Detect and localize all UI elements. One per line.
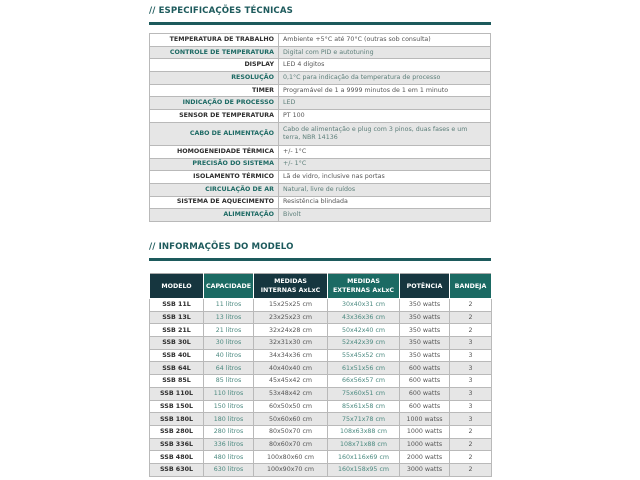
cell-medidas-externas: 43x36x36 cm xyxy=(328,311,400,324)
spec-row xyxy=(150,145,491,158)
cell-modelo: SSB 30L xyxy=(150,337,204,350)
spec-label: INDICAÇÃO DE PROCESSO xyxy=(150,97,279,110)
model-row xyxy=(150,362,492,375)
cell-bandeja: 2 xyxy=(450,324,492,337)
spec-row xyxy=(150,171,491,184)
header-potencia: POTÊNCIA xyxy=(400,274,450,299)
cell-capacidade: 150 litros xyxy=(204,400,254,413)
spec-label: DISPLAY xyxy=(150,59,279,72)
cell-medidas-internas: 15x25x25 cm xyxy=(254,299,328,312)
specs-title-rule xyxy=(149,22,491,25)
model-title: // INFORMAÇÕES DO MODELO xyxy=(149,242,294,252)
header-medidas-externas: MEDIDAS EXTERNAS AxLxC xyxy=(328,274,400,299)
cell-modelo: SSB 180L xyxy=(150,413,204,426)
cell-bandeja: 2 xyxy=(450,299,492,312)
cell-medidas-internas: 32x24x28 cm xyxy=(254,324,328,337)
spec-row xyxy=(150,183,491,196)
spec-value: Digital com PID e autotuning xyxy=(279,46,491,59)
cell-potencia: 1000 watts xyxy=(400,438,450,451)
cell-modelo: SSB 11L xyxy=(150,299,204,312)
spec-label: HOMOGENEIDADE TÉRMICA xyxy=(150,145,279,158)
cell-potencia: 600 watts xyxy=(400,400,450,413)
spec-value: Programável de 1 a 9999 minutos de 1 em 1 minuto xyxy=(279,84,491,97)
cell-capacidade: 85 litros xyxy=(204,375,254,388)
cell-modelo: SSB 85L xyxy=(150,375,204,388)
cell-bandeja: 2 xyxy=(450,463,492,476)
spec-row xyxy=(150,84,491,97)
spec-row xyxy=(150,59,491,72)
spec-label: CIRCULAÇÃO DE AR xyxy=(150,183,279,196)
spec-value: +/- 1°C xyxy=(279,158,491,171)
model-row xyxy=(150,451,492,464)
spec-value: Resistência blindada xyxy=(279,196,491,209)
spec-label: SISTEMA DE AQUECIMENTO xyxy=(150,196,279,209)
cell-potencia: 350 watts xyxy=(400,349,450,362)
spec-label: ISOLAMENTO TÉRMICO xyxy=(150,171,279,184)
spec-row xyxy=(150,209,491,222)
cell-capacidade: 180 litros xyxy=(204,413,254,426)
spec-value: Cabo de alimentação e plug com 3 pinos, duas fases e um terra, NBR 14136 xyxy=(279,122,491,145)
cell-capacidade: 480 litros xyxy=(204,451,254,464)
cell-bandeja: 3 xyxy=(450,400,492,413)
cell-potencia: 600 watts xyxy=(400,387,450,400)
spec-value: LED 4 dígitos xyxy=(279,59,491,72)
cell-medidas-externas: 75x60x51 cm xyxy=(328,387,400,400)
spec-value: Natural, livre de ruídos xyxy=(279,183,491,196)
cell-bandeja: 3 xyxy=(450,337,492,350)
cell-capacidade: 630 litros xyxy=(204,463,254,476)
cell-modelo: SSB 64L xyxy=(150,362,204,375)
spec-value: Bivolt xyxy=(279,209,491,222)
cell-modelo: SSB 630L xyxy=(150,463,204,476)
cell-modelo: SSB 13L xyxy=(150,311,204,324)
cell-modelo: SSB 336L xyxy=(150,438,204,451)
cell-bandeja: 3 xyxy=(450,413,492,426)
cell-capacidade: 40 litros xyxy=(204,349,254,362)
spec-label: TEMPERATURA DE TRABALHO xyxy=(150,34,279,47)
model-row xyxy=(150,349,492,362)
cell-medidas-externas: 30x40x31 cm xyxy=(328,299,400,312)
cell-medidas-externas: 61x51x56 cm xyxy=(328,362,400,375)
cell-capacidade: 110 litros xyxy=(204,387,254,400)
spec-row xyxy=(150,122,491,145)
model-section xyxy=(149,240,491,477)
cell-capacidade: 21 litros xyxy=(204,324,254,337)
cell-capacidade: 11 litros xyxy=(204,299,254,312)
specs-table xyxy=(149,33,491,222)
cell-capacidade: 336 litros xyxy=(204,438,254,451)
cell-medidas-internas: 45x45x42 cm xyxy=(254,375,328,388)
cell-potencia: 350 watts xyxy=(400,337,450,350)
spec-row xyxy=(150,158,491,171)
model-row xyxy=(150,463,492,476)
cell-medidas-externas: 108x63x88 cm xyxy=(328,425,400,438)
cell-medidas-internas: 53x48x42 cm xyxy=(254,387,328,400)
cell-medidas-externas: 108x71x88 cm xyxy=(328,438,400,451)
cell-modelo: SSB 40L xyxy=(150,349,204,362)
spec-value: Lã de vidro, inclusive nas portas xyxy=(279,171,491,184)
spec-value: 0,1°C para indicação da temperatura de processo xyxy=(279,72,491,85)
spec-row xyxy=(150,46,491,59)
cell-modelo: SSB 280L xyxy=(150,425,204,438)
model-table xyxy=(149,273,492,477)
spec-row xyxy=(150,196,491,209)
spec-label: ALIMENTAÇÃO xyxy=(150,209,279,222)
cell-medidas-internas: 100x80x60 cm xyxy=(254,451,328,464)
model-row xyxy=(150,413,492,426)
specs-section xyxy=(149,4,491,222)
spec-row xyxy=(150,34,491,47)
cell-bandeja: 3 xyxy=(450,349,492,362)
cell-bandeja: 3 xyxy=(450,375,492,388)
cell-medidas-externas: 55x45x52 cm xyxy=(328,349,400,362)
spec-row xyxy=(150,110,491,123)
cell-modelo: SSB 150L xyxy=(150,400,204,413)
cell-capacidade: 30 litros xyxy=(204,337,254,350)
spec-value: +/- 1°C xyxy=(279,145,491,158)
header-modelo: MODELO xyxy=(150,274,204,299)
cell-bandeja: 3 xyxy=(450,362,492,375)
cell-medidas-externas: 50x42x40 cm xyxy=(328,324,400,337)
cell-medidas-externas: 52x42x39 cm xyxy=(328,337,400,350)
cell-potencia: 1000 watss xyxy=(400,413,450,426)
model-title-rule xyxy=(149,258,491,261)
model-row xyxy=(150,375,492,388)
spec-label: CABO DE ALIMENTAÇÃO xyxy=(150,122,279,145)
model-table-header xyxy=(150,274,492,299)
spec-label: CONTROLE DE TEMPERATURA xyxy=(150,46,279,59)
spec-value: LED xyxy=(279,97,491,110)
cell-medidas-internas: 32x31x30 cm xyxy=(254,337,328,350)
model-row xyxy=(150,311,492,324)
cell-medidas-internas: 23x25x23 cm xyxy=(254,311,328,324)
spec-label: SENSOR DE TEMPERATURA xyxy=(150,110,279,123)
cell-medidas-internas: 60x50x50 cm xyxy=(254,400,328,413)
specs-title: // ESPECIFICAÇÕES TÉCNICAS xyxy=(149,6,293,16)
cell-medidas-internas: 80x60x70 cm xyxy=(254,438,328,451)
cell-bandeja: 2 xyxy=(450,425,492,438)
header-medidas-internas: MEDIDAS INTERNAS AxLxC xyxy=(254,274,328,299)
cell-modelo: SSB 110L xyxy=(150,387,204,400)
cell-medidas-externas: 66x56x57 cm xyxy=(328,375,400,388)
header-bandeja: BANDEJA xyxy=(450,274,492,299)
spec-row xyxy=(150,97,491,110)
cell-capacidade: 13 litros xyxy=(204,311,254,324)
spec-label: PRECISÃO DO SISTEMA xyxy=(150,158,279,171)
model-row xyxy=(150,400,492,413)
spec-label: TIMER xyxy=(150,84,279,97)
cell-bandeja: 2 xyxy=(450,311,492,324)
cell-potencia: 3000 watts xyxy=(400,463,450,476)
model-row xyxy=(150,425,492,438)
cell-potencia: 600 watts xyxy=(400,362,450,375)
cell-potencia: 350 watts xyxy=(400,299,450,312)
cell-modelo: SSB 21L xyxy=(150,324,204,337)
cell-medidas-externas: 75x71x78 cm xyxy=(328,413,400,426)
model-row xyxy=(150,299,492,312)
cell-modelo: SSB 480L xyxy=(150,451,204,464)
model-row xyxy=(150,387,492,400)
cell-bandeja: 2 xyxy=(450,451,492,464)
spec-value: Ambiente +5°C até 70°C (outras sob consulta) xyxy=(279,34,491,47)
spec-value: PT 100 xyxy=(279,110,491,123)
cell-medidas-internas: 80x50x70 cm xyxy=(254,425,328,438)
model-row xyxy=(150,337,492,350)
cell-capacidade: 280 litros xyxy=(204,425,254,438)
cell-medidas-internas: 100x90x70 cm xyxy=(254,463,328,476)
cell-potencia: 1000 watts xyxy=(400,425,450,438)
cell-potencia: 2000 watts xyxy=(400,451,450,464)
cell-bandeja: 2 xyxy=(450,438,492,451)
cell-potencia: 350 watts xyxy=(400,311,450,324)
cell-bandeja: 3 xyxy=(450,387,492,400)
cell-medidas-externas: 160x158x95 cm xyxy=(328,463,400,476)
model-row xyxy=(150,438,492,451)
cell-medidas-internas: 40x40x40 cm xyxy=(254,362,328,375)
cell-medidas-externas: 85x61x58 cm xyxy=(328,400,400,413)
spec-label: RESOLUÇÃO xyxy=(150,72,279,85)
cell-potencia: 350 watts xyxy=(400,324,450,337)
cell-medidas-externas: 160x116x69 cm xyxy=(328,451,400,464)
model-row xyxy=(150,324,492,337)
spec-row xyxy=(150,72,491,85)
header-capacidade: CAPACIDADE xyxy=(204,274,254,299)
cell-capacidade: 64 litros xyxy=(204,362,254,375)
cell-medidas-internas: 34x34x36 cm xyxy=(254,349,328,362)
cell-potencia: 600 watts xyxy=(400,375,450,388)
cell-medidas-internas: 50x60x60 cm xyxy=(254,413,328,426)
